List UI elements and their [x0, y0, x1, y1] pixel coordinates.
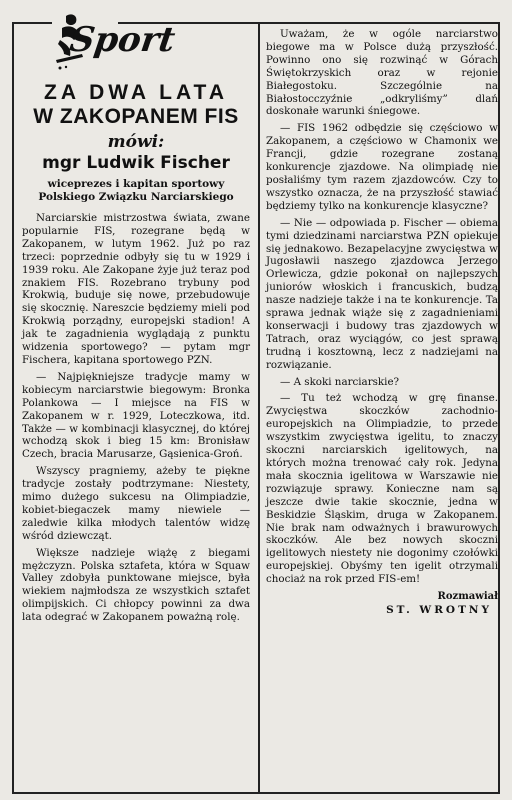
- frame-right-rule: [498, 22, 500, 794]
- paragraph: — A skoki narciarskie?: [280, 375, 400, 388]
- paragraph: Narciarskie mistrzostwa świata, zwane popularnie FIS, rozegrane będą w Zakopanem, w lutym 1962. Już po raz trzeci: poprzednie odbyły się tu w 1929 i 1939 roku. Ale Zakopane żyje już teraz pod znakiem FIS. Rozebrano trybuny pod Krokwią, buduje się nowe, przebudowuje się skocznię. Nareszcie będziemy mieli pod Krokwią porządny, europejski stadion! A jak te zagadnienia wyglądają z punktu widzenia sportowego? — pytam mgr Fischera, kapitana sportowego PZN.: [22, 212, 250, 366]
- paragraph: — Najpiękniejsze tradycje mamy w kobiecym narciarstwie biegowym: Bronka Polankowa — I miejsce na FIS w Zakopanem w r. 1929, Loteczkowa, itd. Także — w kombinacji klasycznej, do której wchodzą skok i bieg 15 km: Bronisław Czech, bracia Marusarze, Gąsienica-Groń.: [22, 370, 250, 461]
- column-divider: [258, 22, 260, 794]
- paragraph: — FIS 1962 odbędzie się częściowo w Zakopanem, a częściowo w Chamonix we Francji, gdzie rozegrane zostaną konkurencje zjazdowe. Na olimpiadę nie posłaliśmy tym razem zjazdowców. Czy to wszystko oznacza, że na przyszłość stawiać będziemy tylko na konkurencje klasyczne?: [266, 122, 498, 212]
- headline-line-1: ZA DWA LATA: [44, 81, 228, 104]
- paragraph: — Tu też wchodzą w grę finanse. Zwycięstwa skoczków zachodnio-europejskich na Olimpiadzie, to przede wszystkim zwycięstwa igelitu, to znaczy skoczni narciarskich igelitowych, na których można trenować cały rok. Jedyna mała skocznia igelitowa w Warszawie nie rozwiązuje sprawy. Konieczne nam są jeszcze dwie takie skocznie, jedna w Beskidzie Śląskim, druga w Zakopanem. Nie brak nam odważnych i brawurowych skoczków. Ale bez nowych skoczni igelitowych niestety nie dogonimy czołówki europejskiej. Obyśmy ten igelit otrzymali chociaż na rok przed FIS-em!: [266, 392, 498, 586]
- headline-line-3: mówi:: [107, 132, 165, 152]
- logo-wordmark: Sport: [67, 20, 178, 60]
- paragraph: Wszyscy pragniemy, ażeby te piękne tradycje zostały podtrzymane: Niestety, mimo dużego sukcesu na Olimpiadzie, kobiet-biegaczek mamy niewiele — zaledwie kilka młodych talentów widzę wśród dziewcząt.: [22, 465, 250, 542]
- sport-logo: [52, 10, 178, 72]
- frame-bottom-rule: [12, 792, 500, 794]
- frame-left-rule: [12, 22, 14, 794]
- byline-label: Rozmawiał: [437, 591, 498, 603]
- paragraph: Większe nadzieje wiążę z biegami mężczyzn. Polska sztafeta, która w Squaw Valley zdobyła punktowane miejsce, była wiekiem najmłodsza ze wszystkich sztafet olimpijskich. Ci chłopcy powinni za dwa lata odegrać w Zakopanem poważną rolę.: [22, 546, 250, 624]
- right-column-body: [266, 28, 498, 617]
- frame-left-top-rule: [12, 22, 52, 24]
- headline-line-2: W ZAKOPANEM FIS: [33, 105, 239, 128]
- interviewee-role: wiceprezes i kapitan sportowy Polskiego Związku Narciarskiego: [38, 178, 234, 203]
- paragraph: — Nie — odpowiada p. Fischer — obiema tymi dziedzinami narciarstwa PZN opiekuje się jednakowo. Bezapelacyjne zwycięstwa w Jugosławii naszego zjazdowca Jerzego Orlewicza, gdzie pokonał on najlepszych juniorów włoskich i francuskich, budzą nasze nadzieje także i na te konkurencje. Ta sprawa jednak wiąże się z zagadnieniami konserwacji i budowy tras zjazdowych w Tatrach, oraz wyciągów, co jest sprawą trudną i kosztowną, lecz z nadziejami na rozwiązanie.: [266, 216, 498, 371]
- byline-author: ST. WROTNY: [386, 604, 492, 617]
- interviewee-name: mgr Ludwik Fischer: [42, 153, 230, 173]
- paragraph: Uważam, że w ogóle narciarstwo biegowe ma w Polsce dużą przyszłość. Powinno ono się rozwinąć w Górach Świętokrzyskich oraz w rejonie Białegostoku. Szczególnie na Białostocczyźnie „odkryliśmy” dlań doskonałe warunki śniegowe.: [266, 28, 498, 118]
- left-column-body: [22, 212, 250, 628]
